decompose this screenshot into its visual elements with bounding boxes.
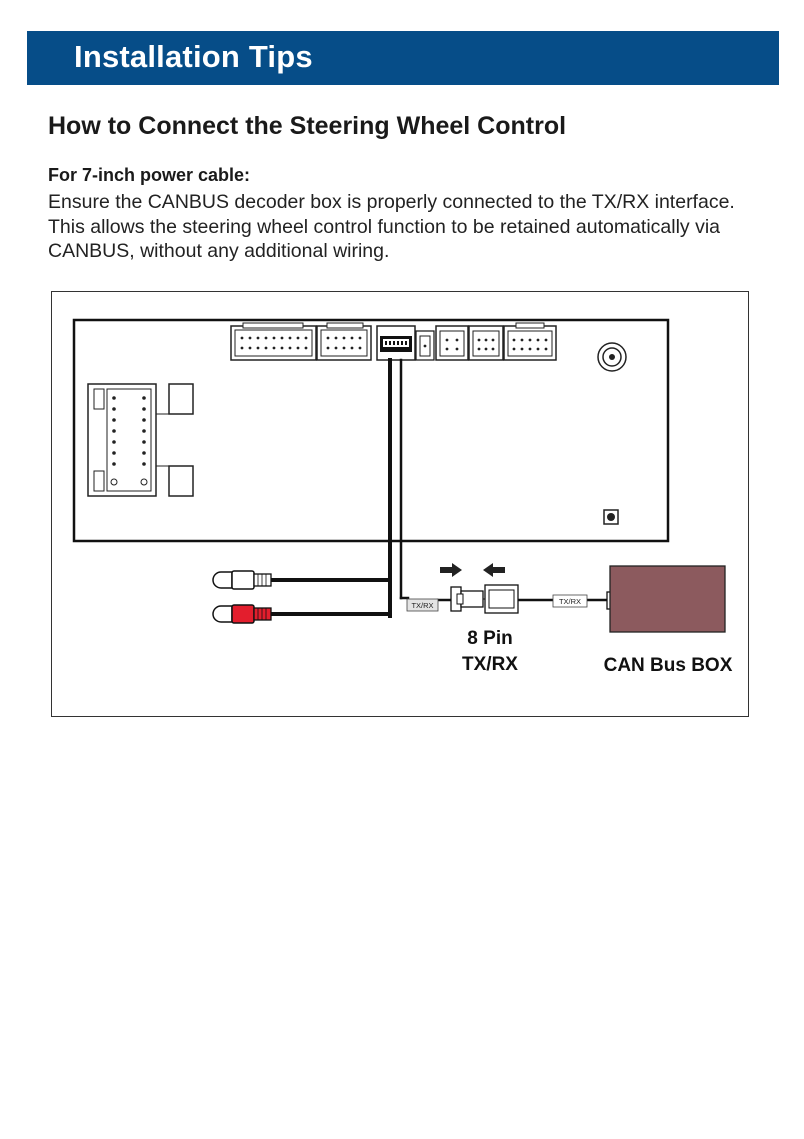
- cable-tag-right: [553, 595, 587, 607]
- connector-label-line2: TX/RX: [462, 654, 518, 675]
- connector-block-small-d: [504, 323, 556, 360]
- can-bus-box-body: [610, 566, 725, 632]
- rca-plug-red: [213, 605, 271, 623]
- connector-block-main: [231, 323, 316, 360]
- can-bus-box-label: CAN Bus BOX: [603, 655, 733, 676]
- connector-block-small-a: [416, 331, 434, 360]
- txrx-port: [377, 326, 415, 360]
- page-title: Installation Tips: [74, 39, 313, 74]
- connector-block-secondary: [317, 323, 371, 360]
- connector-block-small-c: [469, 326, 503, 360]
- head-unit: [74, 320, 668, 541]
- cable-tag-left-label: TX/RX: [411, 601, 434, 610]
- antenna-jack-icon: [598, 343, 626, 371]
- cable-tag-left: [407, 599, 438, 611]
- connector-block-small-b: [436, 326, 468, 360]
- header-banner: [27, 31, 779, 85]
- gps-port-icon: [604, 510, 618, 524]
- wiring-diagram: [51, 291, 749, 717]
- rca-plug-white: [213, 571, 271, 589]
- cable-tag-right-label: TX/RX: [558, 597, 582, 606]
- connector-label-line1: 8 Pin: [467, 628, 513, 649]
- instructions-body: Ensure the CANBUS decoder box is properly connected to the TX/RX interface. This allows the steering wheel control function to be retained automatically via CANBUS, without any additional wiring.: [48, 191, 735, 262]
- section-title: How to Connect the Steering Wheel Control: [48, 112, 567, 140]
- can-bus-box: [607, 566, 725, 632]
- instructions-heading: For 7-inch power cable:: [48, 165, 251, 185]
- eight-pin-connector: [451, 585, 518, 613]
